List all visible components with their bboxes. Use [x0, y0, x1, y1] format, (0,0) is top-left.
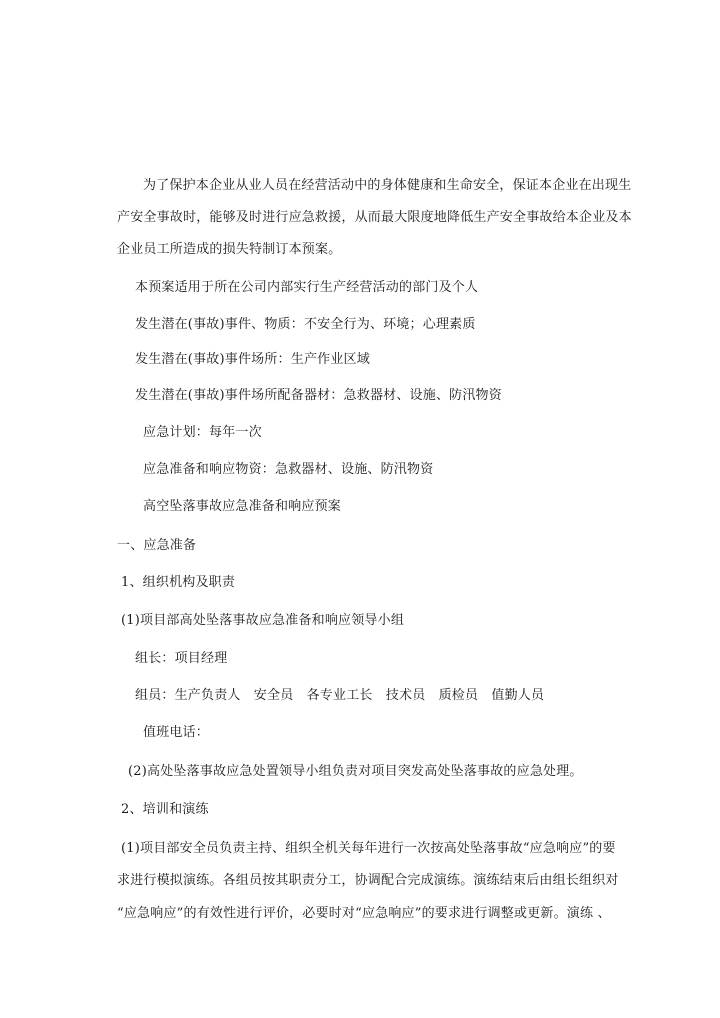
- intro-line-3: 企业员工所造成的损失特制订本预案。: [117, 242, 342, 257]
- item-2-1-line-1: (1)项目部安全员负责主持、组织全机关每年进行一次按高处坠落事故“应急响应”的要: [121, 841, 616, 856]
- materials-paragraph: 应急准备和响应物资：急救器材、设施、防汛物资: [143, 462, 434, 477]
- leader-line: 组长：项目经理: [135, 651, 228, 666]
- event-location-paragraph: 发生潜在(事故)事件场所：生产作业区域: [135, 352, 370, 367]
- item-2-1-line-2: 求进行模拟演练。各组员按其职责分工，协调配合完成演练。演练结束后由组长组织对: [117, 873, 619, 888]
- members-line: 组员：生产负责人 安全员 各专业工长 技术员 质检员 值勤人员: [135, 688, 545, 703]
- equipment-paragraph: 发生潜在(事故)事件场所配备器材：急救器材、设施、防汛物资: [135, 388, 502, 403]
- section-heading-1: 一、应急准备: [117, 538, 197, 553]
- potential-events-paragraph: 发生潜在(事故)事件、物质：不安全行为、环境；心理素质: [135, 317, 476, 332]
- item-1-2: (2)高处坠落事故应急处置领导小组负责对项目突发高处坠落事故的应急处理。: [128, 764, 583, 779]
- subsection-heading-2: 2、培训和演练: [121, 802, 209, 817]
- intro-line-1: 为了保护本企业从业人员在经营活动中的身体健康和生命安全，保证本企业在出现生: [143, 178, 632, 193]
- plan-paragraph: 应急计划：每年一次: [143, 425, 262, 440]
- intro-line-2: 产安全事故时，能够及时进行应急救援，从而最大限度地降低生产安全事故给本企业及本: [117, 210, 632, 225]
- item-1-1: (1)项目部高处坠落事故应急准备和响应领导小组: [121, 613, 405, 628]
- duty-phone-line: 值班电话：: [143, 725, 210, 740]
- plan-title: 高空坠落事故应急准备和响应预案: [143, 499, 342, 514]
- item-2-1-line-3: “应急响应”的有效性进行评价，必要时对“应急响应”的要求进行调整或更新。演练 、: [117, 906, 611, 921]
- scope-paragraph: 本预案适用于所在公司内部实行生产经营活动的部门及个人: [135, 280, 479, 295]
- subsection-heading-1: 1、组织机构及职责: [121, 575, 236, 590]
